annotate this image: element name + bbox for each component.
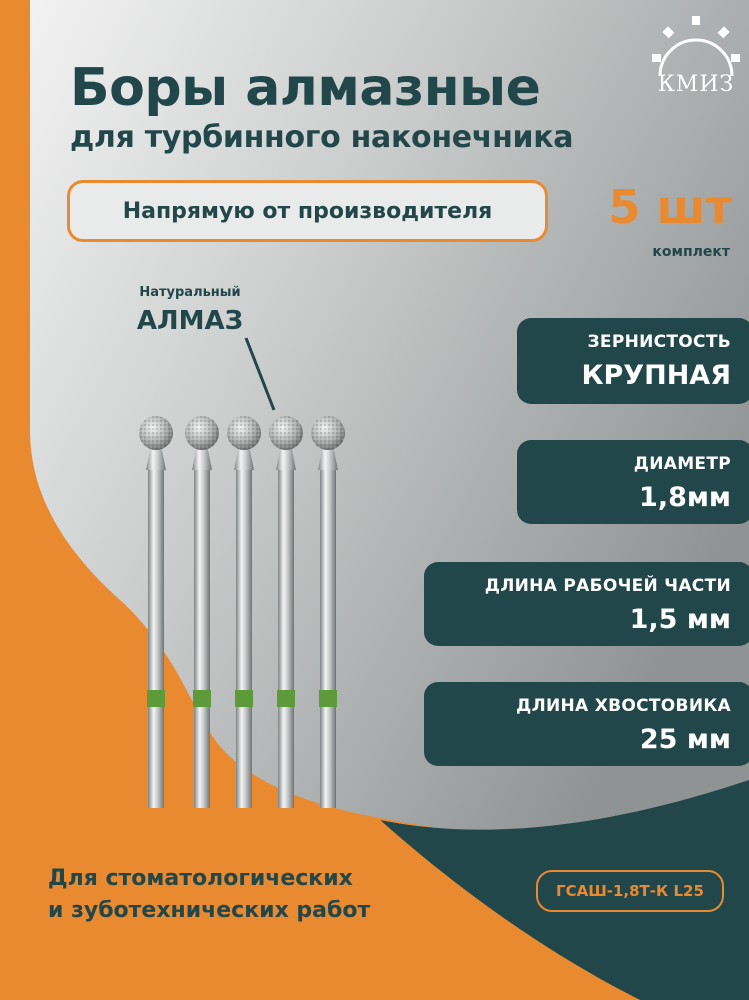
quantity-count: 5 шт [608, 180, 732, 234]
page-title: Боры алмазные [70, 58, 541, 118]
spec-value: 1,5 мм [629, 604, 731, 635]
product-code: ГСАШ-1,8Т-К L25 [556, 882, 704, 900]
spec-label: ДЛИНА ХВОСТОВИКА [516, 696, 731, 716]
manufacturer-badge-label: Напрямую от производителя [122, 198, 493, 224]
callout-big: АЛМАЗ [136, 306, 244, 336]
page-subtitle: для турбинного наконечника [70, 120, 574, 155]
logo-text: КМИЗ [657, 72, 735, 97]
spec-value: 1,8мм [639, 482, 731, 513]
manufacturer-badge [67, 180, 548, 242]
spec-value: КРУПНАЯ [581, 360, 731, 391]
usage-line-1: Для стоматологических [48, 866, 353, 891]
product-code-badge [536, 870, 724, 912]
spec-label: ДЛИНА РАБОЧЕЙ ЧАСТИ [484, 576, 731, 596]
quantity-note: комплект [652, 244, 730, 260]
spec-label: ДИАМЕТР [633, 454, 731, 474]
spec-shank-length [424, 682, 749, 766]
spec-working-length [424, 562, 749, 646]
spec-value: 25 мм [639, 724, 731, 755]
usage-line-2: и зуботехнических работ [48, 898, 371, 923]
callout-small: Натуральный [139, 285, 241, 300]
spec-diameter [517, 440, 749, 524]
spec-grit [517, 318, 749, 404]
spec-label: ЗЕРНИСТОСТЬ [587, 332, 731, 352]
